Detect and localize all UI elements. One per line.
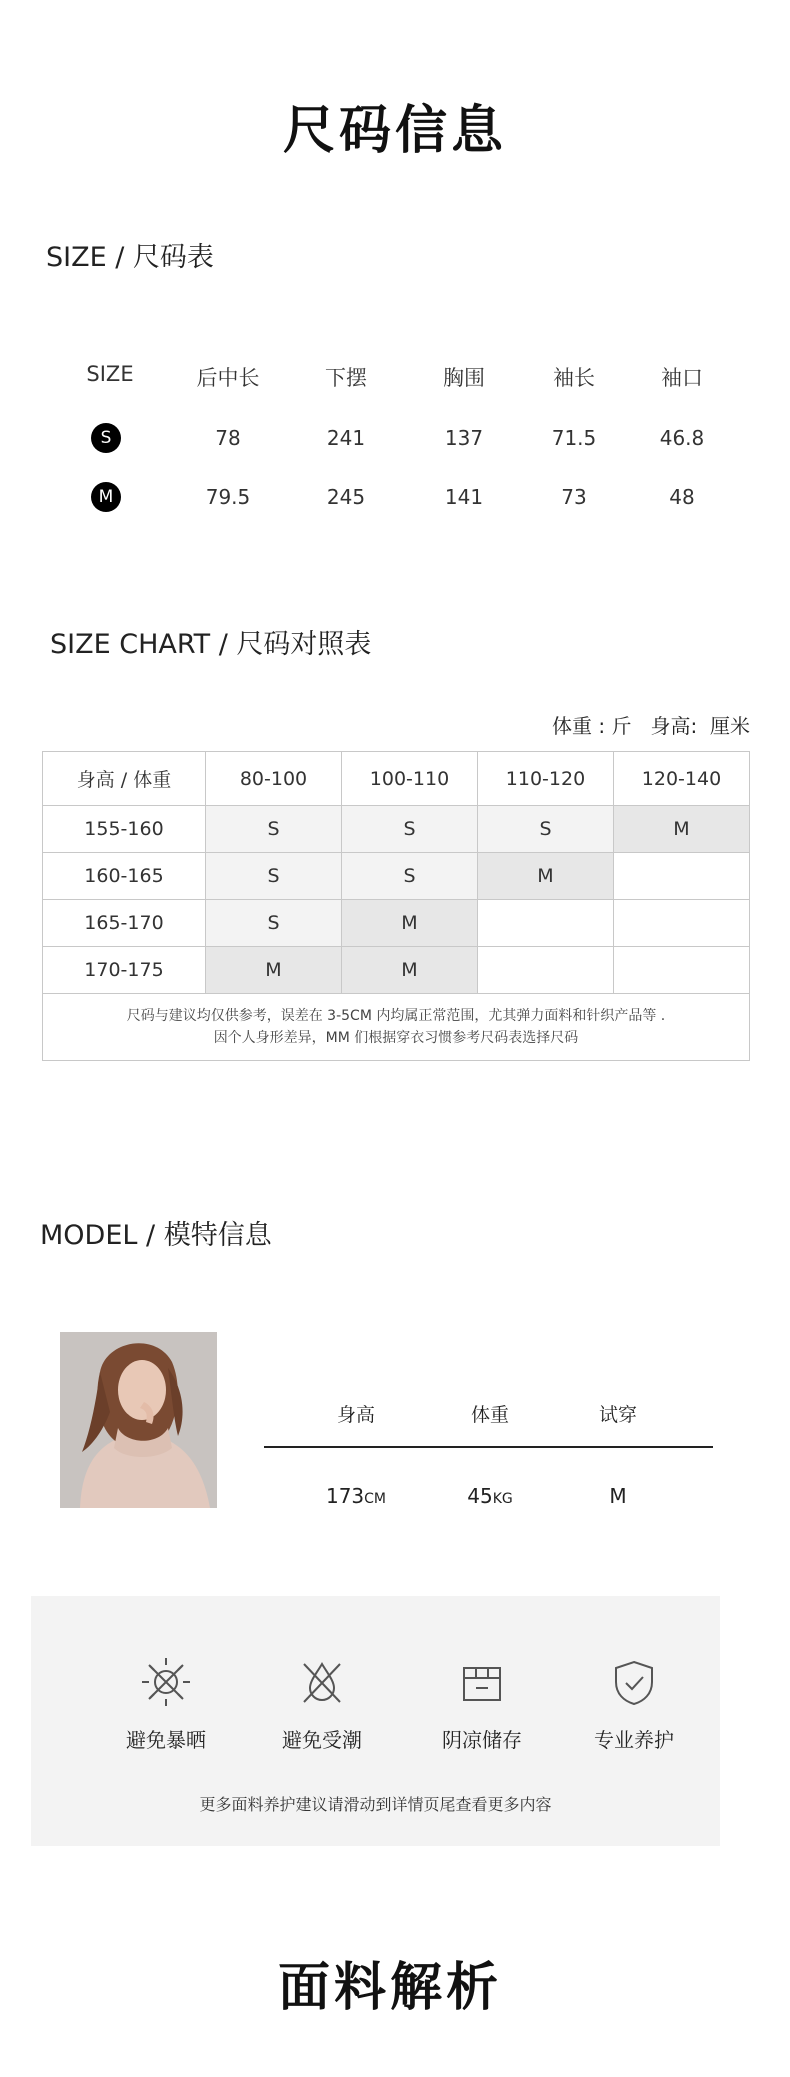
chart-height-label: 170-175 <box>43 947 206 994</box>
storage-box-icon <box>454 1654 510 1710</box>
chart-cell: S <box>206 853 342 900</box>
size-table-header: 胸围 <box>443 366 485 390</box>
size-table-header: 下摆 <box>325 366 367 390</box>
care-panel <box>31 1596 720 1846</box>
chart-weight-header: 100-110 <box>342 752 478 806</box>
size-table-cell: 141 <box>444 485 484 509</box>
size-table-cell: 79.5 <box>205 485 251 509</box>
model-height-unit: CM <box>364 1491 387 1507</box>
chart-height-label: 165-170 <box>43 900 206 947</box>
model-size-value: M <box>609 1484 627 1508</box>
chart-note-line: 因个人身形差异，MM 们根据穿衣习惯参考尺码表选择尺码 <box>213 1030 579 1046</box>
model-height-number: 173 <box>325 1484 365 1508</box>
avoid-moisture-icon <box>294 1654 350 1710</box>
chart-cell: S <box>478 806 614 853</box>
chart-weight-header: 110-120 <box>478 752 614 806</box>
model-header-weight: 体重 <box>470 1404 509 1426</box>
size-table-cell: 241 <box>326 426 366 450</box>
size-table-header: SIZE <box>86 362 134 386</box>
chart-note-line: 尺码与建议均仅供参考，误差在 3-5CM 内均属正常范围，尤其弹力面料和针织产品等 . <box>126 1008 666 1024</box>
fabric-analysis-title: 面料解析 <box>277 1958 502 2018</box>
size-table-cell: 137 <box>444 426 484 450</box>
size-table-header: 后中长 <box>196 366 260 390</box>
shield-check-icon <box>606 1654 662 1710</box>
size-table-title: SIZE / 尺码表 <box>46 242 214 273</box>
model-weight-number: 45 <box>467 1484 493 1508</box>
size-table-cell: 245 <box>326 485 366 509</box>
size-badge-s: S <box>91 423 121 453</box>
size-table-header: 袖口 <box>661 366 703 390</box>
chart-cell <box>478 900 614 947</box>
chart-cell: S <box>342 806 478 853</box>
chart-cell: M <box>478 853 614 900</box>
model-photo <box>60 1332 217 1508</box>
size-table-cell: 73 <box>561 485 587 509</box>
chart-cell: M <box>342 947 478 994</box>
chart-note <box>43 994 750 1061</box>
size-table-cell: 78 <box>215 426 241 450</box>
care-label: 避免受潮 <box>282 1728 362 1752</box>
care-footer: 更多面料养护建议请滑动到详情页尾查看更多内容 <box>199 1795 552 1814</box>
unit-note: 体重 : 斤 身高: 厘米 <box>552 714 750 738</box>
care-label: 避免暴晒 <box>126 1728 206 1752</box>
chart-cell: M <box>614 806 750 853</box>
care-label: 阴凉储存 <box>442 1728 522 1752</box>
size-table-cell: 48 <box>669 485 695 509</box>
model-photo-illustration <box>60 1332 217 1508</box>
chart-cell <box>614 947 750 994</box>
size-table-cell: 71.5 <box>551 426 597 450</box>
chart-height-label: 155-160 <box>43 806 206 853</box>
care-item-avoid-moisture <box>252 1654 392 1753</box>
size-table-header: 袖长 <box>553 366 595 390</box>
page-title: 尺码信息 <box>282 101 507 161</box>
size-chart-table <box>42 751 750 1061</box>
model-header-height: 身高 <box>336 1404 375 1426</box>
model-title: MODEL / 模特信息 <box>40 1220 272 1251</box>
size-table-cell: 46.8 <box>659 426 705 450</box>
size-badge-m: M <box>91 482 121 512</box>
size-chart-title: SIZE CHART / 尺码对照表 <box>50 629 372 660</box>
chart-cell <box>614 853 750 900</box>
care-item-avoid-sun <box>96 1654 236 1753</box>
chart-corner-header: 身高 / 体重 <box>43 752 206 806</box>
chart-cell: S <box>206 900 342 947</box>
chart-weight-header: 120-140 <box>614 752 750 806</box>
chart-cell <box>478 947 614 994</box>
chart-cell: S <box>206 806 342 853</box>
model-height-value <box>296 1484 416 1508</box>
model-header-size: 试穿 <box>598 1404 637 1426</box>
model-divider <box>264 1446 713 1448</box>
chart-cell: S <box>342 853 478 900</box>
model-weight-value <box>430 1484 550 1508</box>
chart-height-label: 160-165 <box>43 853 206 900</box>
chart-cell: M <box>342 900 478 947</box>
model-weight-unit: KG <box>492 1491 513 1507</box>
care-item-storage <box>412 1654 552 1753</box>
avoid-sun-icon <box>138 1654 194 1710</box>
chart-weight-header: 80-100 <box>206 752 342 806</box>
care-label: 专业养护 <box>594 1728 674 1752</box>
chart-cell: M <box>206 947 342 994</box>
care-item-professional-care <box>564 1654 704 1753</box>
chart-cell <box>614 900 750 947</box>
